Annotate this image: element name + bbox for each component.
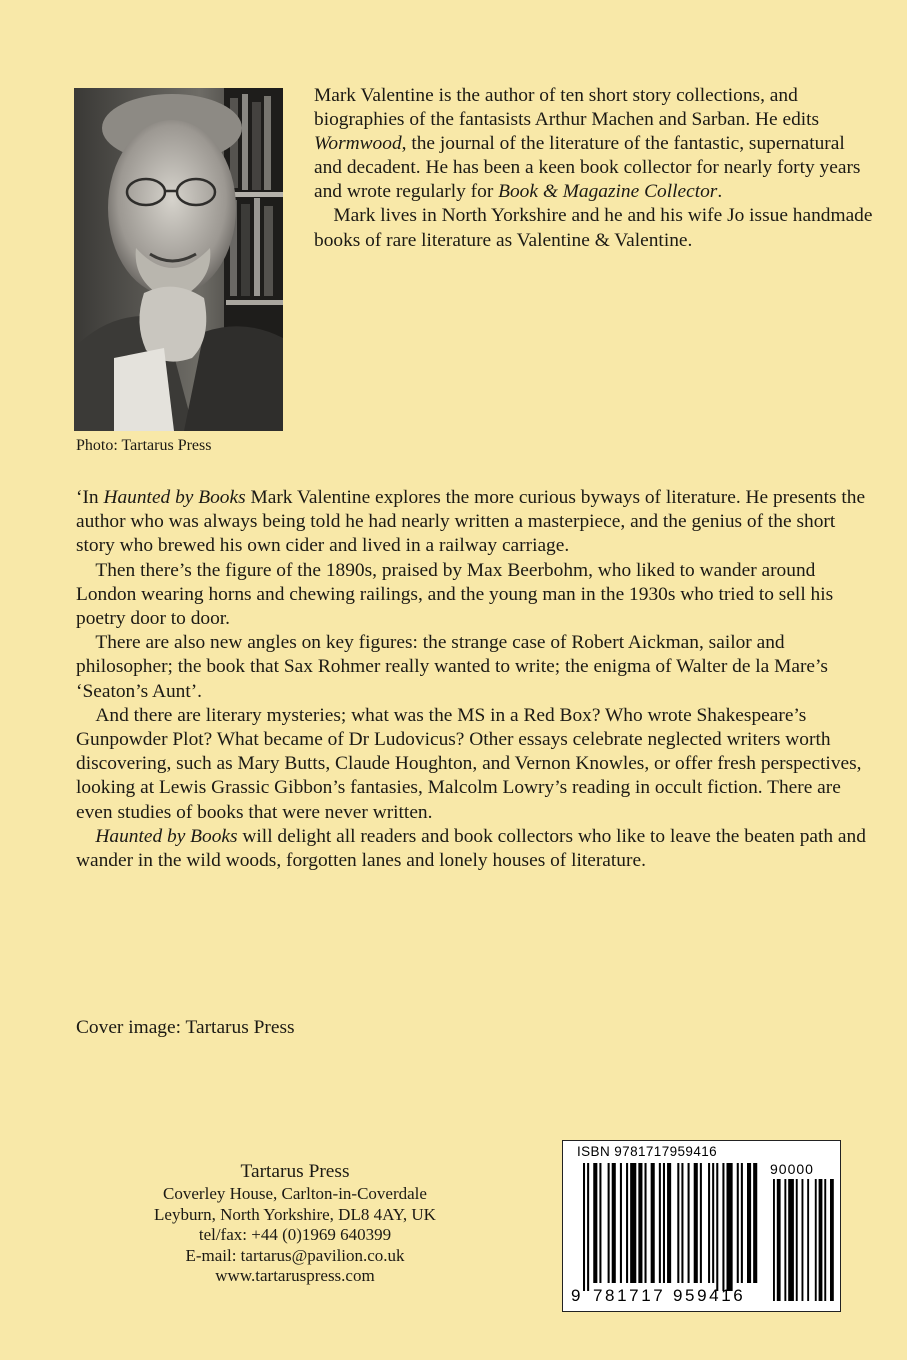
barcode-bar [741, 1163, 743, 1283]
isbn-label: ISBN 9781717959416 [577, 1144, 718, 1159]
barcode-bar [593, 1163, 597, 1283]
price-addon-bar [802, 1179, 804, 1301]
blurb-paragraph: Then there’s the figure of the 1890s, praised by Max Beerbohm, who liked to wander around London wearing horns and chewing railings, and the young man in the 1930s who tried to sell his poetry door to door. [76, 559, 834, 630]
barcode-bar [694, 1163, 698, 1283]
barcode-bar [612, 1163, 616, 1283]
bio-paragraph: Mark lives in North Yorkshire and he and his wife Jo issue handmade books of rare literature as Valentine & Valentine. [314, 205, 873, 251]
barcode-bar [608, 1163, 610, 1283]
blurb-paragraph: ‘In Haunted by Books Mark Valentine explores the more curious byways of literature. He presents the author who was always being told he had nearly written a masterpiece, and the genius of the short story who brewed his own cider and lived in a railway carriage. [76, 487, 866, 557]
publisher-info [100, 1160, 490, 1287]
publisher-phone: tel/fax: +44 (0)1969 640399 [198, 1225, 392, 1244]
publisher-email: E-mail: tartarus@pavilion.co.uk [185, 1245, 405, 1265]
price-addon-bar [796, 1179, 798, 1301]
barcode-bar [599, 1163, 601, 1283]
barcode-digits-right: 959416 [673, 1286, 746, 1305]
price-addon-bar [788, 1179, 794, 1301]
barcode-bar [667, 1163, 671, 1283]
price-addon-bar [830, 1179, 834, 1301]
barcode-bar [651, 1163, 655, 1283]
author-bio [314, 84, 874, 253]
price-addon-bar [773, 1179, 775, 1301]
barcode-bar [626, 1163, 628, 1283]
barcode-bar [716, 1163, 718, 1291]
barcode-bar [659, 1163, 661, 1283]
cover-credit: Cover image: Tartarus Press [76, 1017, 295, 1038]
price-addon-bar [784, 1179, 786, 1301]
publisher-website: www.tartaruspress.com [215, 1266, 375, 1285]
barcode-bar [587, 1163, 589, 1291]
isbn-barcode [562, 1140, 841, 1312]
barcode-bar [700, 1163, 702, 1283]
price-code: 90000 [770, 1161, 814, 1177]
barcode-bar [722, 1163, 724, 1291]
barcode-bar [583, 1163, 585, 1291]
barcode-bar [712, 1163, 714, 1283]
barcode-bar [688, 1163, 690, 1283]
photo-caption: Photo: Tartarus Press [76, 437, 212, 454]
publisher-name: Tartarus Press [240, 1161, 350, 1182]
barcode-bar [677, 1163, 679, 1283]
author-photo-image [74, 88, 283, 431]
barcode-digits-left: 781717 [593, 1286, 666, 1305]
barcode-bar [747, 1163, 751, 1283]
author-photo [74, 88, 283, 431]
price-addon-bar [824, 1179, 826, 1301]
bio-paragraph: Mark Valentine is the author of ten short story collections, and biographies of the fantasists Arthur Machen and Sarban. He edits Wormwood, the journal of the literature of the fantastic, supernatural and decadent. He has been a keen book collector for nearly forty years and wrote regularly for Book & Magazine Collector. [314, 85, 861, 203]
barcode-bar [681, 1163, 683, 1283]
publisher-address-line: Leyburn, North Yorkshire, DL8 4AY, UK [154, 1204, 436, 1224]
barcode-bar [620, 1163, 622, 1283]
barcode-bar [753, 1163, 757, 1283]
blurb-paragraph: And there are literary mysteries; what was the MS in a Red Box? Who wrote Shakespeare’s Gunpowder Plot? What became of Dr Ludovicus? Other essays celebrate neglected writers worth discovering, such as Mary Butts, Claude Houghton, and Vernon Knowles, or offer fresh perspectives, looking at Lewis Grassic Gibbon’s fantasies, Malcolm Lowry’s reading in occult fiction. There are even studies of books that were never written. [76, 704, 862, 823]
price-addon-bar [807, 1179, 809, 1301]
price-addon-bar [777, 1179, 781, 1301]
blurb-paragraph: Haunted by Books will delight all readers and book collectors who like to leave the beaten path and wander in the wild woods, forgotten lanes and lonely houses of literature. [76, 825, 866, 872]
barcode-bar [638, 1163, 642, 1283]
barcode-bar [645, 1163, 647, 1283]
barcode-bar [727, 1163, 733, 1291]
book-blurb [76, 486, 866, 873]
price-addon-bar [819, 1179, 823, 1301]
price-addon-bar [815, 1179, 817, 1301]
barcode-digit-lead: 9 [571, 1286, 584, 1305]
barcode-bar [708, 1163, 710, 1283]
barcode-bar [737, 1163, 739, 1283]
barcode-bar [663, 1163, 665, 1283]
blurb-paragraph: There are also new angles on key figures: the strange case of Robert Aickman, sailor and philosopher; the book that Sax Rohmer really wanted to write; the enigma of Walter de la Mare’s ‘Seaton’s Aunt’. [76, 632, 828, 702]
publisher-address-line: Coverley House, Carlton-in-Coverdale [163, 1184, 427, 1203]
barcode-bar [630, 1163, 636, 1283]
